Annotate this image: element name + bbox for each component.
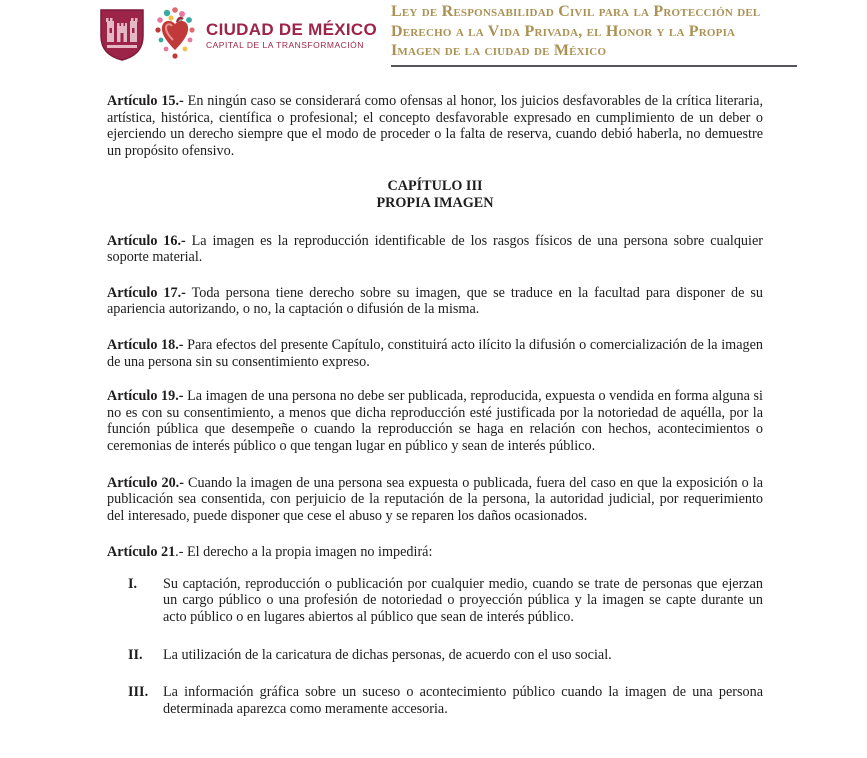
cdmx-shield-icon xyxy=(98,8,146,62)
chapter-heading xyxy=(107,178,763,211)
article-21-item-3 xyxy=(107,684,763,717)
item-1-numeral: I. xyxy=(128,575,138,592)
chapter-title: PROPIA IMAGEN xyxy=(376,194,494,211)
cdmx-logo-group xyxy=(98,6,377,64)
title-underline-rule xyxy=(391,65,797,67)
article-19-text: La imagen de una persona no debe ser publicada, reproducida, expuesta o vendida en forma alguna si no es con su consentimiento, a menos que dicha reproducción esté justificada por la notoriedad de aquélla, por la función pública que desempeñe o cuando la reproducción se haga en relación con hechos, acontecimientos o ceremonias de interés público o que tengan lugar en público y sean de interés público. xyxy=(107,388,763,454)
article-21-text: .- El derecho a la propia imagen no impedirá: xyxy=(175,544,433,561)
article-19-label: Artículo 19.- xyxy=(107,388,184,405)
article-18-paragraph xyxy=(107,337,763,370)
item-1-text: Su captación, reproducción o publicación por cualquier medio, cuando se trate de personas que ejerzan un cargo público o una profesión de notoriedad o proyección pública y la imagen se capte durante un acto público o en lugares abiertos al público que sean de interés público. xyxy=(163,575,763,626)
brand-text-block xyxy=(206,20,377,51)
item-2-numeral: II. xyxy=(128,646,143,663)
article-15-text: En ningún caso se considerará como ofensas al honor, los juicios desfavorables de la crítica literaria, artística, histórica, científica o profesional; el concepto desfavorable expresado en cumplimiento de un deber o ejerciendo un derecho siempre que el modo de proceder o la falta de reserva, cuando debió haberla, no demuestre un propósito ofensivo. xyxy=(107,93,763,159)
law-title-line-2: Derecho a la Vida Privada, el Honor y la Propia xyxy=(391,22,736,40)
article-16-label: Artículo 16.- xyxy=(107,232,186,249)
law-title-line-1: Ley de Responsabilidad Civil para la Protección del xyxy=(391,3,761,20)
item-2-text: La utilización de la caricatura de dichas personas, de acuerdo con el uso social. xyxy=(163,646,612,663)
chapter-number: CAPÍTULO III xyxy=(387,178,483,195)
law-title xyxy=(391,2,797,61)
brand-tagline: CAPITAL DE LA TRANSFORMACIÓN xyxy=(206,39,364,50)
article-19-paragraph xyxy=(107,388,763,454)
article-21-item-1 xyxy=(107,576,763,626)
law-title-line-3: Imagen de la ciudad de México xyxy=(391,42,607,59)
article-21-paragraph xyxy=(107,544,763,561)
article-20-paragraph xyxy=(107,475,763,525)
article-17-text: Toda persona tiene derecho sobre su imagen, que se traduce en la facultad para disponer de su apariencia autorizando, o no, la captación o difusión de la misma. xyxy=(107,284,763,318)
article-20-label: Artículo 20.- xyxy=(107,474,184,491)
article-15-label: Artículo 15.- xyxy=(107,93,184,109)
article-21-item-2 xyxy=(107,647,763,664)
document-body xyxy=(107,93,763,717)
brand-name: CIUDAD DE MÉXICO xyxy=(206,19,378,39)
item-3-numeral: III. xyxy=(128,684,149,701)
article-20-text: Cuando la imagen de una persona sea expuesta o publicada, fuera del caso en que la exposición o la publicación sea consentida, con perjuicio de la reputación de la persona, la autoridad judicial, por requerimiento del interesado, puede disponer que cese el abuso y se reparen los daños ocasionados. xyxy=(107,474,763,524)
article-21-label: Artículo 21 xyxy=(107,544,176,561)
article-15-paragraph xyxy=(107,93,763,159)
article-18-text: Para efectos del presente Capítulo, constituirá acto ilícito la difusión o comercialización de la imagen de una persona sin su consentimiento expreso. xyxy=(107,336,763,370)
cdmx-heart-icon xyxy=(153,6,197,64)
article-16-paragraph xyxy=(107,233,763,266)
article-18-label: Artículo 18.- xyxy=(107,336,184,353)
article-17-paragraph xyxy=(107,285,763,318)
article-21-items-list xyxy=(107,576,763,718)
article-16-text: La imagen es la reproducción identificable de los rasgos físicos de una persona sobre cualquier soporte material. xyxy=(107,232,763,266)
item-3-text: La información gráfica sobre un suceso o acontecimiento público cuando la imagen de una persona determinada aparezca como meramente accesoria. xyxy=(163,684,763,717)
article-17-label: Artículo 17.- xyxy=(107,284,186,301)
